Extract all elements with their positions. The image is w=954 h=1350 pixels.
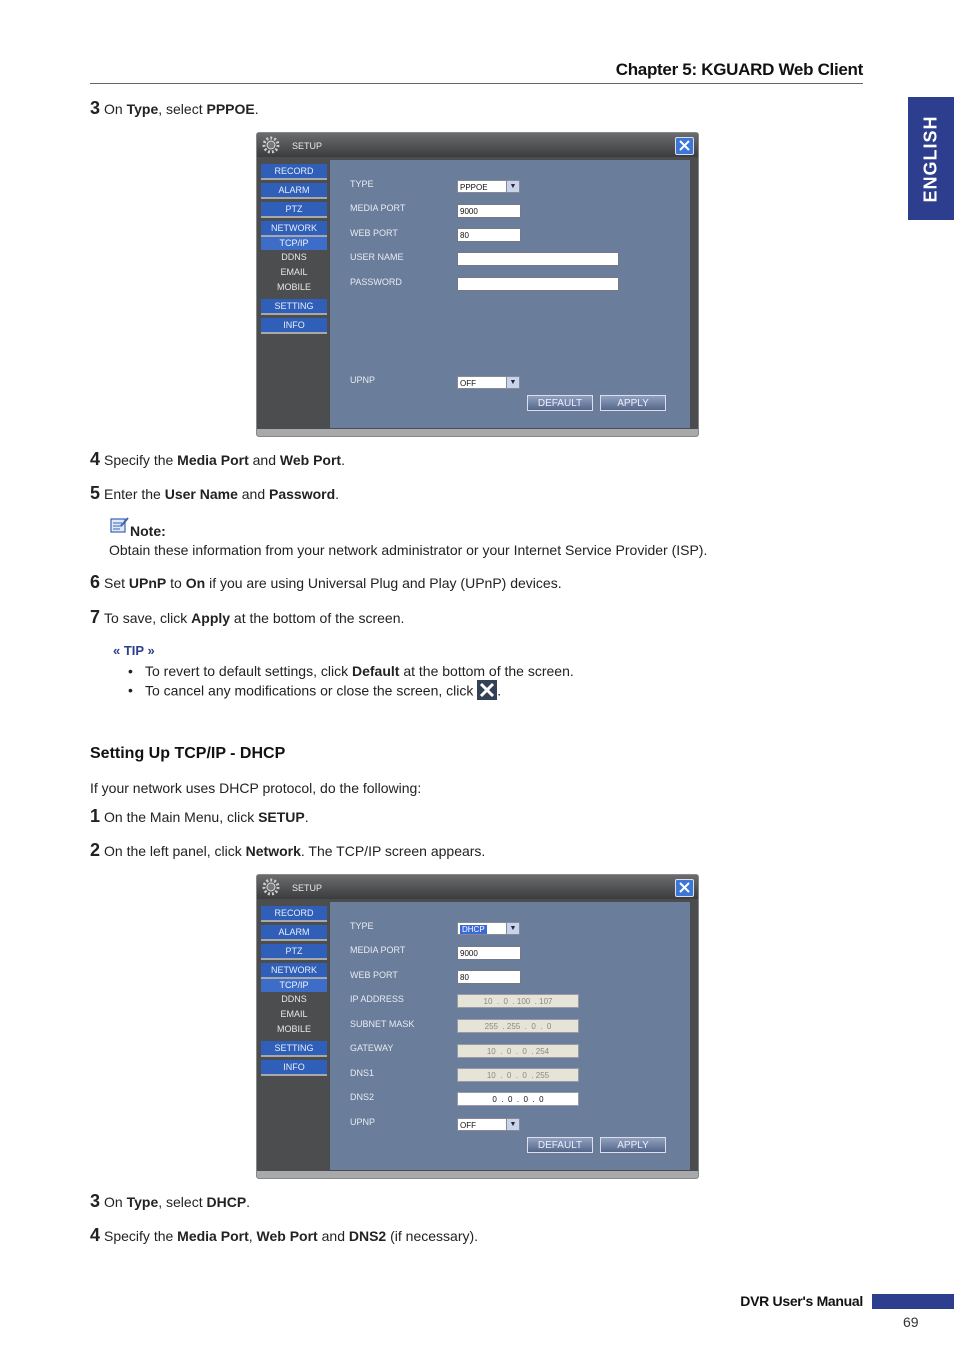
window-bottom-edge — [257, 1171, 698, 1178]
menu-network[interactable]: NETWORK — [261, 221, 327, 237]
tip-text: To revert to default settings, click — [145, 663, 352, 679]
step-emph: DNS2 — [348, 1228, 387, 1244]
step-text: , select — [158, 101, 207, 117]
label-ip-address: IP ADDRESS — [350, 994, 404, 1004]
step-3-dhcp — [90, 1191, 250, 1212]
step-text: . — [246, 1194, 251, 1210]
type-select[interactable] — [457, 922, 520, 935]
media-port-input[interactable]: 9000 — [457, 946, 521, 960]
submenu-ddns[interactable]: DDNS — [281, 994, 307, 1004]
step-number: 6 — [90, 572, 101, 592]
step-text: . — [341, 452, 345, 468]
label-subnet-mask: SUBNET MASK — [350, 1019, 415, 1029]
menu-setting[interactable]: SETTING — [261, 1041, 327, 1057]
step-5-credentials — [90, 483, 339, 504]
submenu-mobile[interactable]: MOBILE — [276, 282, 311, 292]
gear-icon — [261, 135, 281, 155]
submenu-mobile[interactable]: MOBILE — [276, 1024, 311, 1034]
section-heading: Setting Up TCP/IP - DHCP — [90, 745, 286, 762]
step-emph: Apply — [191, 610, 231, 626]
gear-icon — [261, 877, 281, 897]
step-number: 5 — [90, 483, 101, 503]
default-button[interactable]: DEFAULT — [527, 395, 593, 411]
step-emph: Media Port — [177, 1228, 249, 1244]
chevron-down-icon: ▼ — [506, 1119, 519, 1130]
step-text: On the Main Menu, click — [104, 809, 259, 825]
step-number: 1 — [90, 806, 101, 826]
upnp-value: OFF — [460, 1121, 476, 1130]
apply-button[interactable]: APPLY — [600, 1137, 666, 1153]
label-upnp: UPNP — [350, 1117, 376, 1127]
close-button[interactable] — [675, 137, 694, 155]
sidebar — [257, 899, 329, 1171]
label-media-port: MEDIA PORT — [350, 203, 406, 213]
step-text: On — [104, 101, 127, 117]
media-port-input[interactable]: 9000 — [457, 204, 521, 218]
menu-info[interactable]: INFO — [261, 1060, 327, 1076]
step-emph: Type — [126, 1194, 159, 1210]
tip-text: at the bottom of the screen. — [399, 663, 574, 679]
step-3-pppoe — [90, 98, 259, 119]
label-type: TYPE — [350, 921, 374, 931]
footer-bar — [872, 1294, 954, 1309]
upnp-select[interactable] — [457, 376, 520, 389]
tip-item — [128, 682, 502, 702]
type-value: DHCP — [462, 925, 485, 934]
label-media-port: MEDIA PORT — [350, 945, 406, 955]
step-emph: Type — [126, 101, 159, 117]
label-dns2: DNS2 — [350, 1092, 375, 1102]
step-text: , — [248, 1228, 257, 1244]
step-emph: UPnP — [128, 575, 167, 591]
close-icon — [676, 880, 693, 896]
tip-label: « TIP » — [113, 643, 155, 658]
page-number: 69 — [903, 1314, 919, 1330]
user-name-input[interactable] — [457, 252, 619, 266]
ip-address-field: 10 . 0 . 100 . 107 — [457, 994, 579, 1008]
menu-ptz[interactable]: PTZ — [261, 202, 327, 218]
step-number: 3 — [90, 1191, 101, 1211]
header-rule — [90, 83, 863, 84]
close-button[interactable] — [675, 879, 694, 897]
menu-alarm[interactable]: ALARM — [261, 925, 327, 941]
step-text: On the left panel, click — [104, 843, 246, 859]
step-6-upnp — [90, 572, 562, 593]
bullet-icon: • — [128, 682, 133, 698]
close-icon — [477, 680, 497, 700]
step-text: at the bottom of the screen. — [230, 610, 405, 626]
step-4-dhcp-ports — [90, 1225, 478, 1246]
manual-title: DVR User's Manual — [740, 1293, 863, 1309]
window-bottom-edge — [257, 429, 698, 436]
step-emph: Web Port — [279, 452, 342, 468]
step-text: and — [317, 1228, 349, 1244]
dns1-field: 10 . 0 . 0 . 255 — [457, 1068, 579, 1082]
chapter-title: Chapter 5: KGUARD Web Client — [615, 60, 863, 79]
submenu-tcpip[interactable]: TCP/IP — [261, 979, 327, 992]
gateway-field: 10 . 0 . 0 . 254 — [457, 1044, 579, 1058]
submenu-tcpip[interactable]: TCP/IP — [261, 237, 327, 250]
step-text: , select — [158, 1194, 207, 1210]
step-text: To save, click — [104, 610, 192, 626]
label-gateway: GATEWAY — [350, 1043, 394, 1053]
label-web-port: WEB PORT — [350, 970, 398, 980]
upnp-value: OFF — [460, 379, 476, 388]
chevron-down-icon: ▼ — [506, 181, 519, 192]
sidebar — [257, 157, 329, 429]
password-input[interactable] — [457, 277, 619, 291]
dvr-setup-window-dhcp — [256, 874, 699, 1179]
menu-info[interactable]: INFO — [261, 318, 327, 334]
type-select[interactable] — [457, 180, 520, 193]
submenu-email[interactable]: EMAIL — [280, 1009, 308, 1019]
menu-ptz[interactable]: PTZ — [261, 944, 327, 960]
step-7-apply — [90, 607, 404, 628]
label-web-port: WEB PORT — [350, 228, 398, 238]
step-emph: DHCP — [206, 1194, 247, 1210]
label-upnp: UPNP — [350, 375, 376, 385]
label-password: PASSWORD — [350, 277, 402, 287]
step-emph: Network — [245, 843, 301, 859]
tip-text: To cancel any modifications or close the screen, click — [145, 682, 478, 699]
step-emph: PPPOE — [206, 101, 255, 117]
step-text: and — [248, 452, 280, 468]
menu-network[interactable]: NETWORK — [261, 963, 327, 979]
type-value: PPPOE — [460, 183, 488, 192]
web-port-input[interactable]: 80 — [457, 970, 521, 984]
menu-alarm[interactable]: ALARM — [261, 183, 327, 199]
dns2-input[interactable]: 0 . 0 . 0 . 0 — [457, 1092, 579, 1106]
section-intro: If your network uses DHCP protocol, do the following: — [90, 780, 422, 796]
apply-button[interactable]: APPLY — [600, 395, 666, 411]
step-text: to — [166, 575, 186, 591]
step-text: . The TCP/IP screen appears. — [300, 843, 486, 859]
dvr-setup-window-pppoe — [256, 132, 699, 437]
menu-record[interactable]: RECORD — [261, 906, 327, 922]
chevron-down-icon: ▼ — [506, 377, 519, 388]
step-text: . — [304, 809, 309, 825]
language-label: ENGLISH — [920, 114, 941, 203]
chevron-down-icon: ▼ — [506, 923, 519, 934]
bullet-icon: • — [128, 663, 133, 679]
window-title: SETUP — [292, 141, 323, 151]
step-4-ports — [90, 449, 345, 470]
step-text: Specify the — [104, 1228, 178, 1244]
step-text: . — [335, 486, 340, 502]
step-number: 4 — [90, 1225, 101, 1245]
tip-text: . — [497, 682, 502, 699]
close-icon — [676, 138, 693, 154]
step-text: . — [254, 101, 259, 117]
step-emph: User Name — [164, 486, 238, 502]
step-emph: Web Port — [256, 1228, 318, 1244]
label-user-name: USER NAME — [350, 252, 404, 262]
submenu-email[interactable]: EMAIL — [280, 267, 308, 277]
step-emph: SETUP — [258, 809, 305, 825]
window-title: SETUP — [292, 883, 323, 893]
step-number: 3 — [90, 98, 101, 118]
step-text: if you are using Universal Plug and Play (UPnP) devices. — [205, 575, 562, 591]
default-button[interactable]: DEFAULT — [527, 1137, 593, 1153]
step-emph: Media Port — [177, 452, 249, 468]
subnet-mask-field: 255 . 255 . 0 . 0 — [457, 1019, 579, 1033]
menu-setting[interactable]: SETTING — [261, 299, 327, 315]
step-number: 7 — [90, 607, 101, 627]
note-text: Obtain these information from your network administrator or your Internet Service Provider (ISP). — [109, 542, 708, 558]
step-text: (if necessary). — [386, 1228, 479, 1244]
step-emph: On — [185, 575, 206, 591]
step-text: Specify the — [104, 452, 178, 468]
submenu-ddns[interactable]: DDNS — [281, 252, 307, 262]
step-emph: Password — [269, 486, 336, 502]
label-type: TYPE — [350, 179, 374, 189]
step-2-network — [90, 840, 485, 861]
step-text: Enter the — [104, 486, 165, 502]
note-icon — [109, 516, 129, 534]
tip-item — [128, 663, 574, 679]
language-tab — [908, 97, 954, 220]
web-port-input[interactable]: 80 — [457, 228, 521, 242]
upnp-select[interactable] — [457, 1118, 520, 1131]
tip-emph: Default — [351, 663, 400, 679]
step-1-setup — [90, 806, 309, 827]
step-text: On — [104, 1194, 127, 1210]
window-titlebar — [257, 875, 698, 899]
menu-record[interactable]: RECORD — [261, 164, 327, 180]
note-label: Note: — [130, 523, 166, 539]
step-text: and — [237, 486, 270, 502]
label-dns1: DNS1 — [350, 1068, 375, 1078]
step-number: 4 — [90, 449, 101, 469]
step-number: 2 — [90, 840, 101, 860]
step-text: Set — [104, 575, 129, 591]
window-titlebar — [257, 133, 698, 157]
